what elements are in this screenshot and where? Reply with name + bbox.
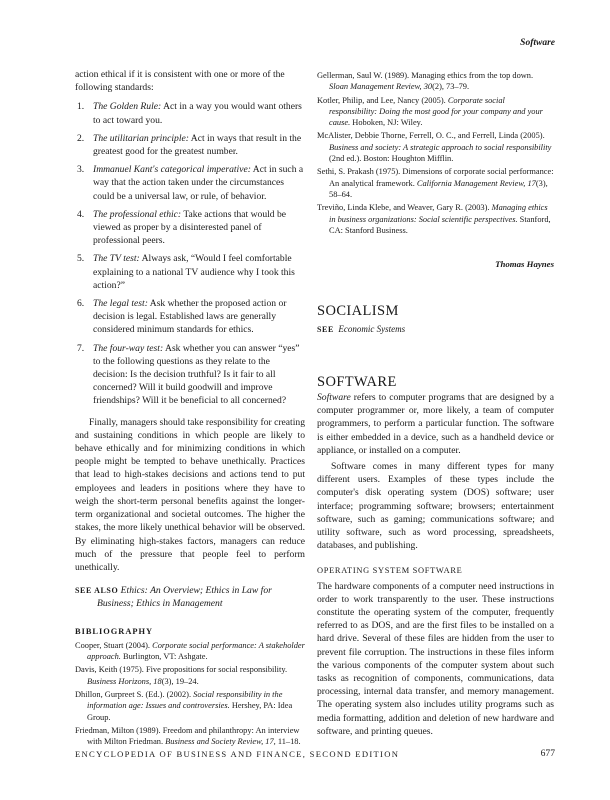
os-heading: OPERATING SYSTEM SOFTWARE bbox=[317, 566, 463, 576]
socialism-see: SEE Economic Systems bbox=[317, 323, 406, 334]
list-item: 3. Immanuel Kant's categorical imperative: Act in such a way that the action taken under the circumstances could be a universal law, or rule, of behavior. bbox=[77, 164, 304, 202]
list-item: 4. The professional ethic: Take actions that would be viewed as proper by a disinterested panel of professional peers. bbox=[77, 208, 287, 247]
socialism-see-link[interactable]: Economic Systems bbox=[338, 323, 406, 334]
socialism-heading: SOCIALISM bbox=[317, 303, 399, 320]
list-item: 6. The legal test: Ask whether the proposed action or decision is legal. Established laws are generally considered minimum standards for ethics. bbox=[77, 298, 287, 336]
standards-list bbox=[75, 100, 305, 407]
bibliography-entry: Kotler, Philip, and Lee, Nancy (2005). Corporate social responsibility: Doing the most good for your company and your cause. Hoboken, NJ: Wiley. bbox=[317, 95, 543, 128]
bibliography-entry: Friedman, Milton (1989). Freedom and philanthropy: An interview with Milton Friedman. Business and Society Review, 17, 11–18. bbox=[75, 725, 301, 747]
bibliography-entry: McAlister, Debbie Thorne, Ferrell, O. C., and Ferrell, Linda (2005). Business and society: A strategic approach to social responsibility (2nd ed.). Boston: Houghton Mifflin. bbox=[317, 131, 552, 164]
bibliography-entry: Dhillon, Gurpreet S. (Ed.). (2002). Social responsibility in the information age: Issues and controversies. Hershey, PA: Idea Group. bbox=[75, 689, 293, 722]
bibliography-entry: Gellerman, Saul W. (1989). Managing ethics from the top down. Sloan Management Review, 30(2), 73–79. bbox=[317, 71, 534, 92]
bibliography-entry: Cooper, Stuart (2004). Corporate social performance: A stakeholder approach. Burlington, VT: Ashgate. bbox=[75, 640, 305, 662]
bibliography-entry: Davis, Keith (1975). Five propositions for social responsibility. Business Horizons, 18(3), 19–24. bbox=[75, 665, 288, 686]
see-also: SEE ALSO Ethics: An Overview; Ethics in Law for Business; Ethics in Management bbox=[75, 585, 272, 610]
list-item: 5. The TV test: Always ask, “Would I feel comfortable explaining to a national TV audience why I took this action?” bbox=[77, 253, 295, 291]
see-also-link[interactable]: Ethics: An Overview; Ethics in Law for Business; Ethics in Management bbox=[97, 585, 272, 610]
page-number: 677 bbox=[540, 748, 555, 759]
bibliography-heading: BIBLIOGRAPHY bbox=[75, 626, 154, 636]
software-paragraph-2: Software comes in many different types for many different users. Examples of these types include the computer's disk operating system (DOS) software; user interface; programming software; browsers; entertainment software, such as gaming; communications software; and utility software, such as word processing, spreadsheets, databases, and publishing. bbox=[317, 460, 554, 552]
list-item: 2. The utilitarian principle: Act in ways that result in the greatest good for the greatest number. bbox=[77, 132, 302, 158]
bibliography-entry: Treviño, Linda Klebe, and Weaver, Gary R. (2003). Managing ethics in business organizations: Social scientific perspectives. Stanford, CA: Stanford Business. bbox=[317, 203, 551, 235]
left-column bbox=[75, 68, 305, 747]
software-heading: SOFTWARE bbox=[317, 373, 397, 390]
footer bbox=[75, 749, 555, 759]
right-column bbox=[317, 68, 554, 738]
running-header: Software bbox=[520, 38, 555, 48]
list-item: 7. The four-way test: Ask whether you can answer “yes” to the following questions as they relate to the decision: Is the decision truthful? Is it fair to all concerned? Will it build goodwill and improve friendships? Will it be beneficial to all concerned? bbox=[77, 342, 300, 407]
closing-paragraph: Finally, managers should take responsibility for creating and sustaining conditions in which people are likely to behave ethically and for minimizing conditions in which people might be tempted to behave unethically. Practices that lead to high-stakes decisions and actions tend to put employees and leaders in positions where they have to weigh the short-term personal benefits against the longer-term organizational and societal outcomes. The higher the stakes, the more likely unethical behavior will be observed. By eliminating high-stakes factors, managers can reduce much of the pressure that people feel to perform unethically. bbox=[75, 416, 305, 573]
intro-paragraph: action ethical if it is consistent with one or more of the following standards: bbox=[75, 69, 285, 94]
article-author: Thomas Haynes bbox=[495, 259, 554, 270]
os-paragraph: The hardware components of a computer need instructions in order to work transparently to the user. These instructions constitute the operating system of the computer, frequently referred to as DOS, and are the first files to be installed on a hard drive. Several of these files are hidden from the user to prevent file corruption. The instructions in these files inform the various components of the computer system about such tasks as recognition of components, communications, data processing, internal data transfer, and memory management. The operating system also includes utility programs such as media formatting, addition and deletion of new hardware and software, and printing queues. bbox=[317, 580, 554, 737]
bibliography-entry: Sethi, S. Prakash (1975). Dimensions of corporate social performance: An analytical framework. California Management Review, 17(3), 58–64. bbox=[317, 167, 554, 199]
software-paragraph: Software refers to computer programs that are designed by a computer programmer or, more likely, a team of computer programmers, to perform a particular function. The software is either embedded in a device, such as a handheld device or appliance, or installed on a computer. bbox=[317, 391, 554, 456]
footer-book-title: ENCYCLOPEDIA OF BUSINESS AND FINANCE, SECOND EDITION bbox=[75, 749, 400, 759]
list-item: 1. The Golden Rule: Act in a way you would want others to act toward you. bbox=[77, 101, 302, 126]
